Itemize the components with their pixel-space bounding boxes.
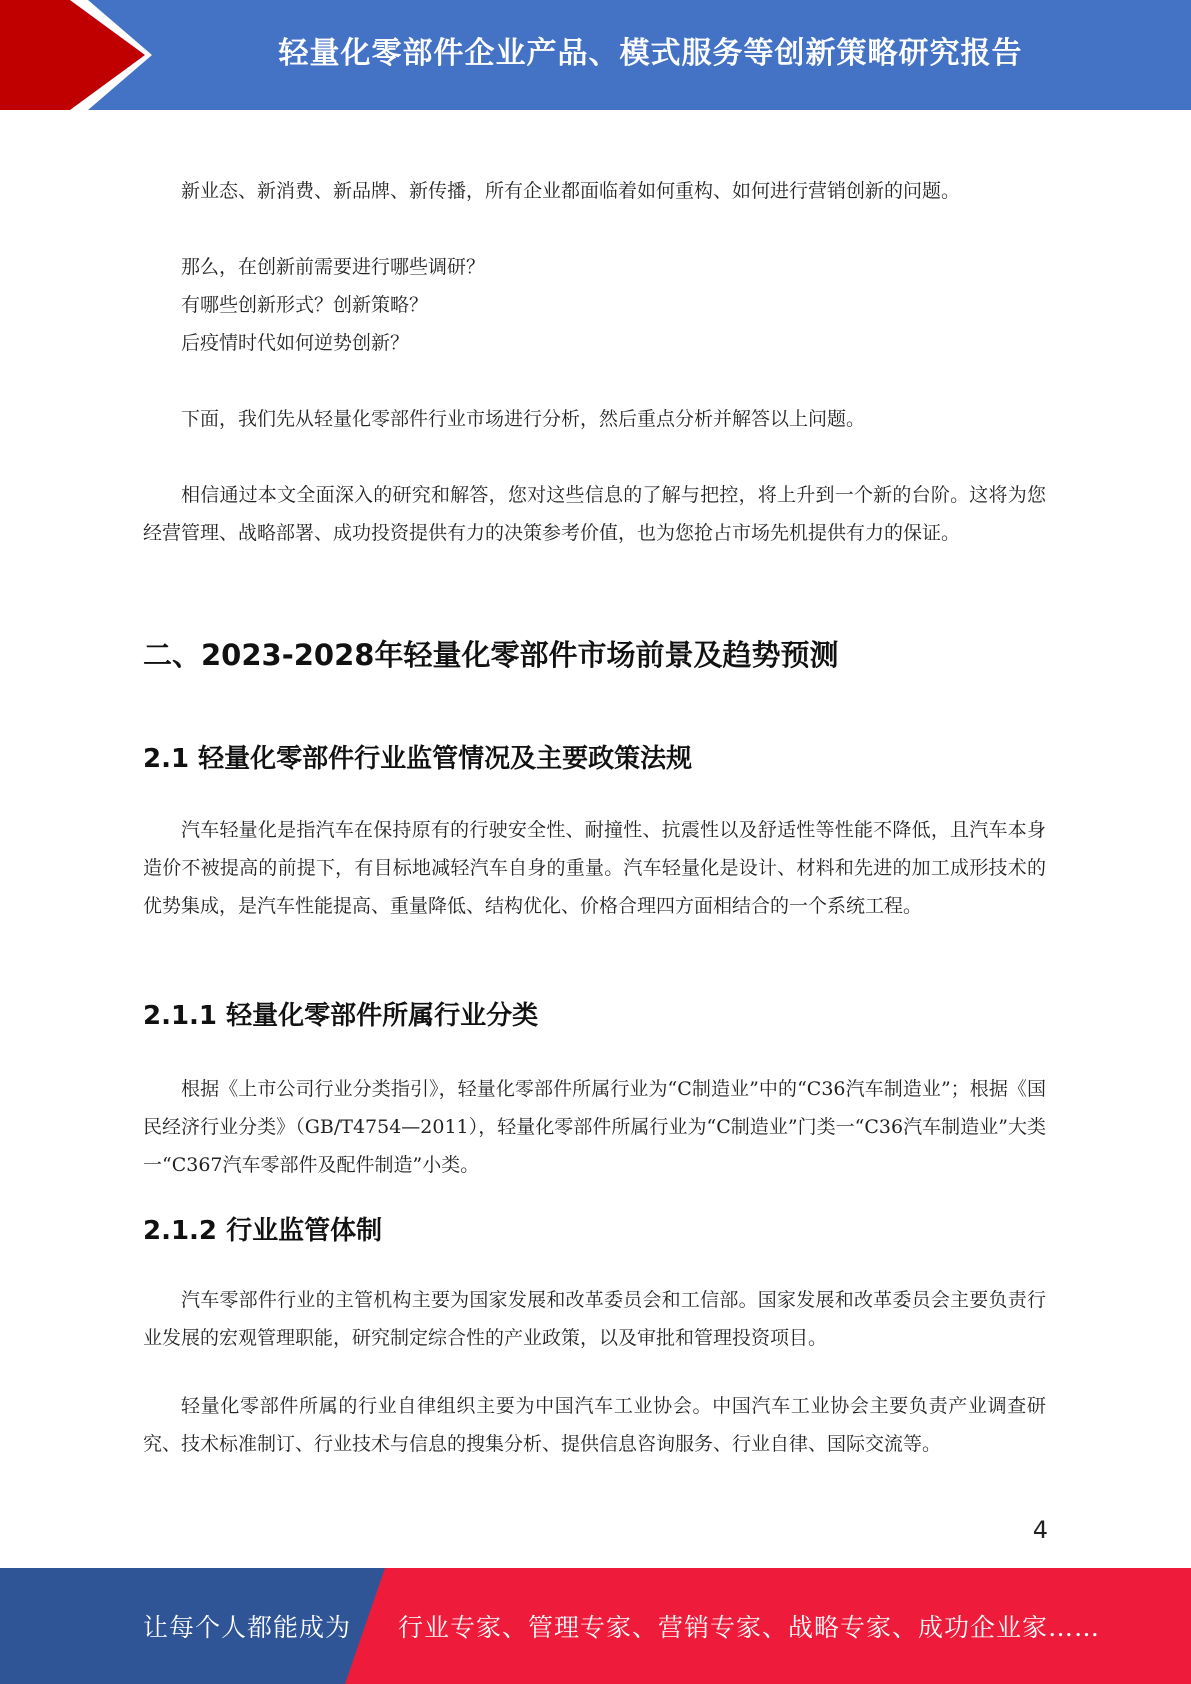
subsection-heading-2-1: 2.1 轻量化零部件行业监管情况及主要政策法规 bbox=[143, 744, 693, 774]
subsection-heading-2-1-2: 2.1.2 行业监管体制 bbox=[143, 1216, 383, 1246]
page-number: 4 bbox=[1032, 1516, 1048, 1544]
header-title: 轻量化零部件企业产品、模式服务等创新策略研究报告 bbox=[278, 36, 1023, 71]
paragraph-regulators: 汽车零部件行业的主管机构主要为国家发展和改革委员会和工信部。国家发展和改革委员会主要负责行业发展的宏观管理职能，研究制定综合性的产业政策，以及审批和管理投资项目。 bbox=[143, 1289, 1046, 1349]
paragraph-value: 相信通过本文全面深入的研究和解答，您对这些信息的了解与把控，将上升到一个新的台阶。这将为您经营管理、战略部署、成功投资提供有力的决策参考价值，也为您抢占市场先机提供有力的保证。 bbox=[143, 484, 1046, 544]
page-header bbox=[0, 0, 1191, 110]
footer-slogan-left: 让每个人都能成为 bbox=[143, 1613, 352, 1642]
paragraph-industry-association: 轻量化零部件所属的行业自律组织主要为中国汽车工业协会。中国汽车工业协会主要负责产业调查研究、技术标准制订、行业技术与信息的搜集分析、提供信息咨询服务、行业自律、国际交流等。 bbox=[143, 1395, 1046, 1455]
question-research: 那么，在创新前需要进行哪些调研？ bbox=[181, 256, 486, 278]
subsection-heading-2-1-1: 2.1.1 轻量化零部件所属行业分类 bbox=[143, 1001, 539, 1031]
question-post-pandemic: 后疫情时代如何逆势创新？ bbox=[181, 332, 410, 354]
page-footer bbox=[0, 1568, 1191, 1684]
paragraph-industry-classification: 根据《上市公司行业分类指引》，轻量化零部件所属行业为“C制造业”中的“C36汽车制造业”；根据《国民经济行业分类》（GB/T4754—2011），轻量化零部件所属行业为“C制造业”门类一“C36汽车制造业”大类一“C367汽车零部件及配件制造”小类。 bbox=[143, 1078, 1046, 1176]
paragraph-intro: 新业态、新消费、新品牌、新传播，所有企业都面临着如何重构、如何进行营销创新的问题。 bbox=[181, 180, 961, 202]
paragraph-analysis-plan: 下面，我们先从轻量化零部件行业市场进行分析，然后重点分析并解答以上问题。 bbox=[181, 408, 866, 430]
footer-slogan-right: 行业专家、管理专家、营销专家、战略专家、成功企业家…… bbox=[398, 1613, 1101, 1642]
question-forms: 有哪些创新形式？创新策略？ bbox=[181, 294, 429, 316]
paragraph-lightweighting-definition: 汽车轻量化是指汽车在保持原有的行驶安全性、耐撞性、抗震性以及舒适性等性能不降低，且汽车本身造价不被提高的前提下，有目标地减轻汽车自身的重量。汽车轻量化是设计、材料和先进的加工成形技术的优势集成，是汽车性能提高、重量降低、结构优化、价格合理四方面相结合的一个系统工程。 bbox=[143, 819, 1046, 917]
section-heading: 二、2023-2028年轻量化零部件市场前景及趋势预测 bbox=[143, 638, 839, 672]
